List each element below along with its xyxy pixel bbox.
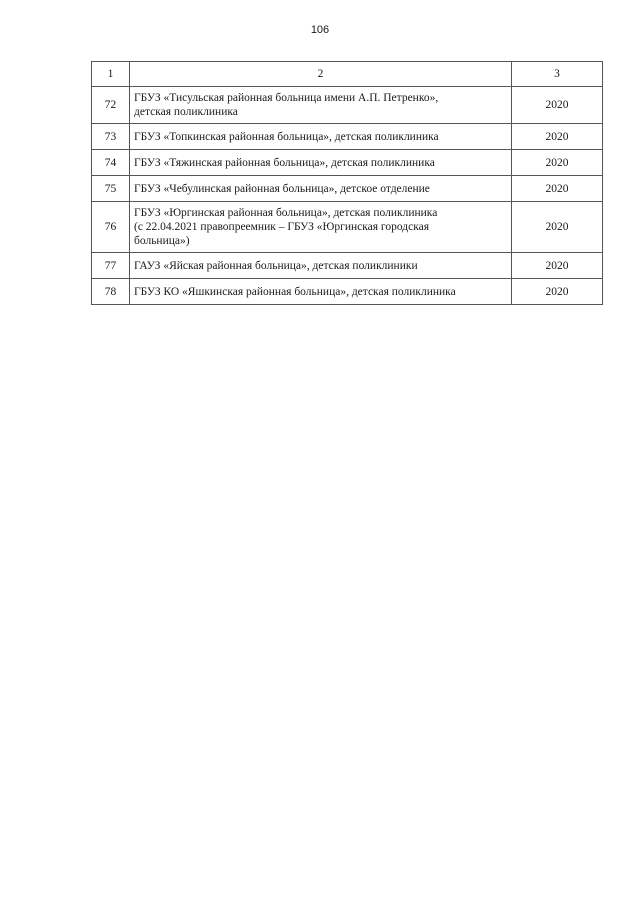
table-row: [92, 202, 603, 253]
facility-name: ГБУЗ КО «Яшкинская районная больница», детская поликлиника: [130, 279, 512, 305]
column-header-name: 2: [130, 62, 512, 87]
facility-name: ГБУЗ «Чебулинская районная больница», детское отделение: [130, 176, 512, 202]
facility-name: ГБУЗ «Топкинская районная больница», детская поликлиника: [130, 124, 512, 150]
row-number: 75: [92, 176, 130, 202]
table-row: [92, 176, 603, 202]
row-number: 77: [92, 253, 130, 279]
row-year: 2020: [512, 279, 603, 305]
table-row: [92, 124, 603, 150]
column-header-number: 1: [92, 62, 130, 87]
table-row: [92, 87, 603, 124]
row-year: 2020: [512, 87, 603, 124]
row-number: 78: [92, 279, 130, 305]
row-year: 2020: [512, 202, 603, 253]
page-number: 106: [310, 24, 330, 36]
row-number: 76: [92, 202, 130, 253]
table-row: [92, 253, 603, 279]
row-year: 2020: [512, 150, 603, 176]
facility-name: ГАУЗ «Яйская районная больница», детская поликлиники: [130, 253, 512, 279]
row-year: 2020: [512, 176, 603, 202]
column-header-year: 3: [512, 62, 603, 87]
facilities-table: [91, 61, 603, 305]
row-year: 2020: [512, 253, 603, 279]
facility-name: ГБУЗ «Тисульская районная больница имени А.П. Петренко», детская поликлиника: [130, 87, 512, 124]
table-row: [92, 279, 603, 305]
facility-name: ГБУЗ «Тяжинская районная больница», детская поликлиника: [130, 150, 512, 176]
row-number: 73: [92, 124, 130, 150]
table-header-row: [92, 62, 603, 87]
facility-name: ГБУЗ «Юргинская районная больница», детская поликлиника (с 22.04.2021 правопреемник – ГБУЗ «Юргинская городская больница»): [130, 202, 512, 253]
row-year: 2020: [512, 124, 603, 150]
table-row: [92, 150, 603, 176]
row-number: 72: [92, 87, 130, 124]
row-number: 74: [92, 150, 130, 176]
